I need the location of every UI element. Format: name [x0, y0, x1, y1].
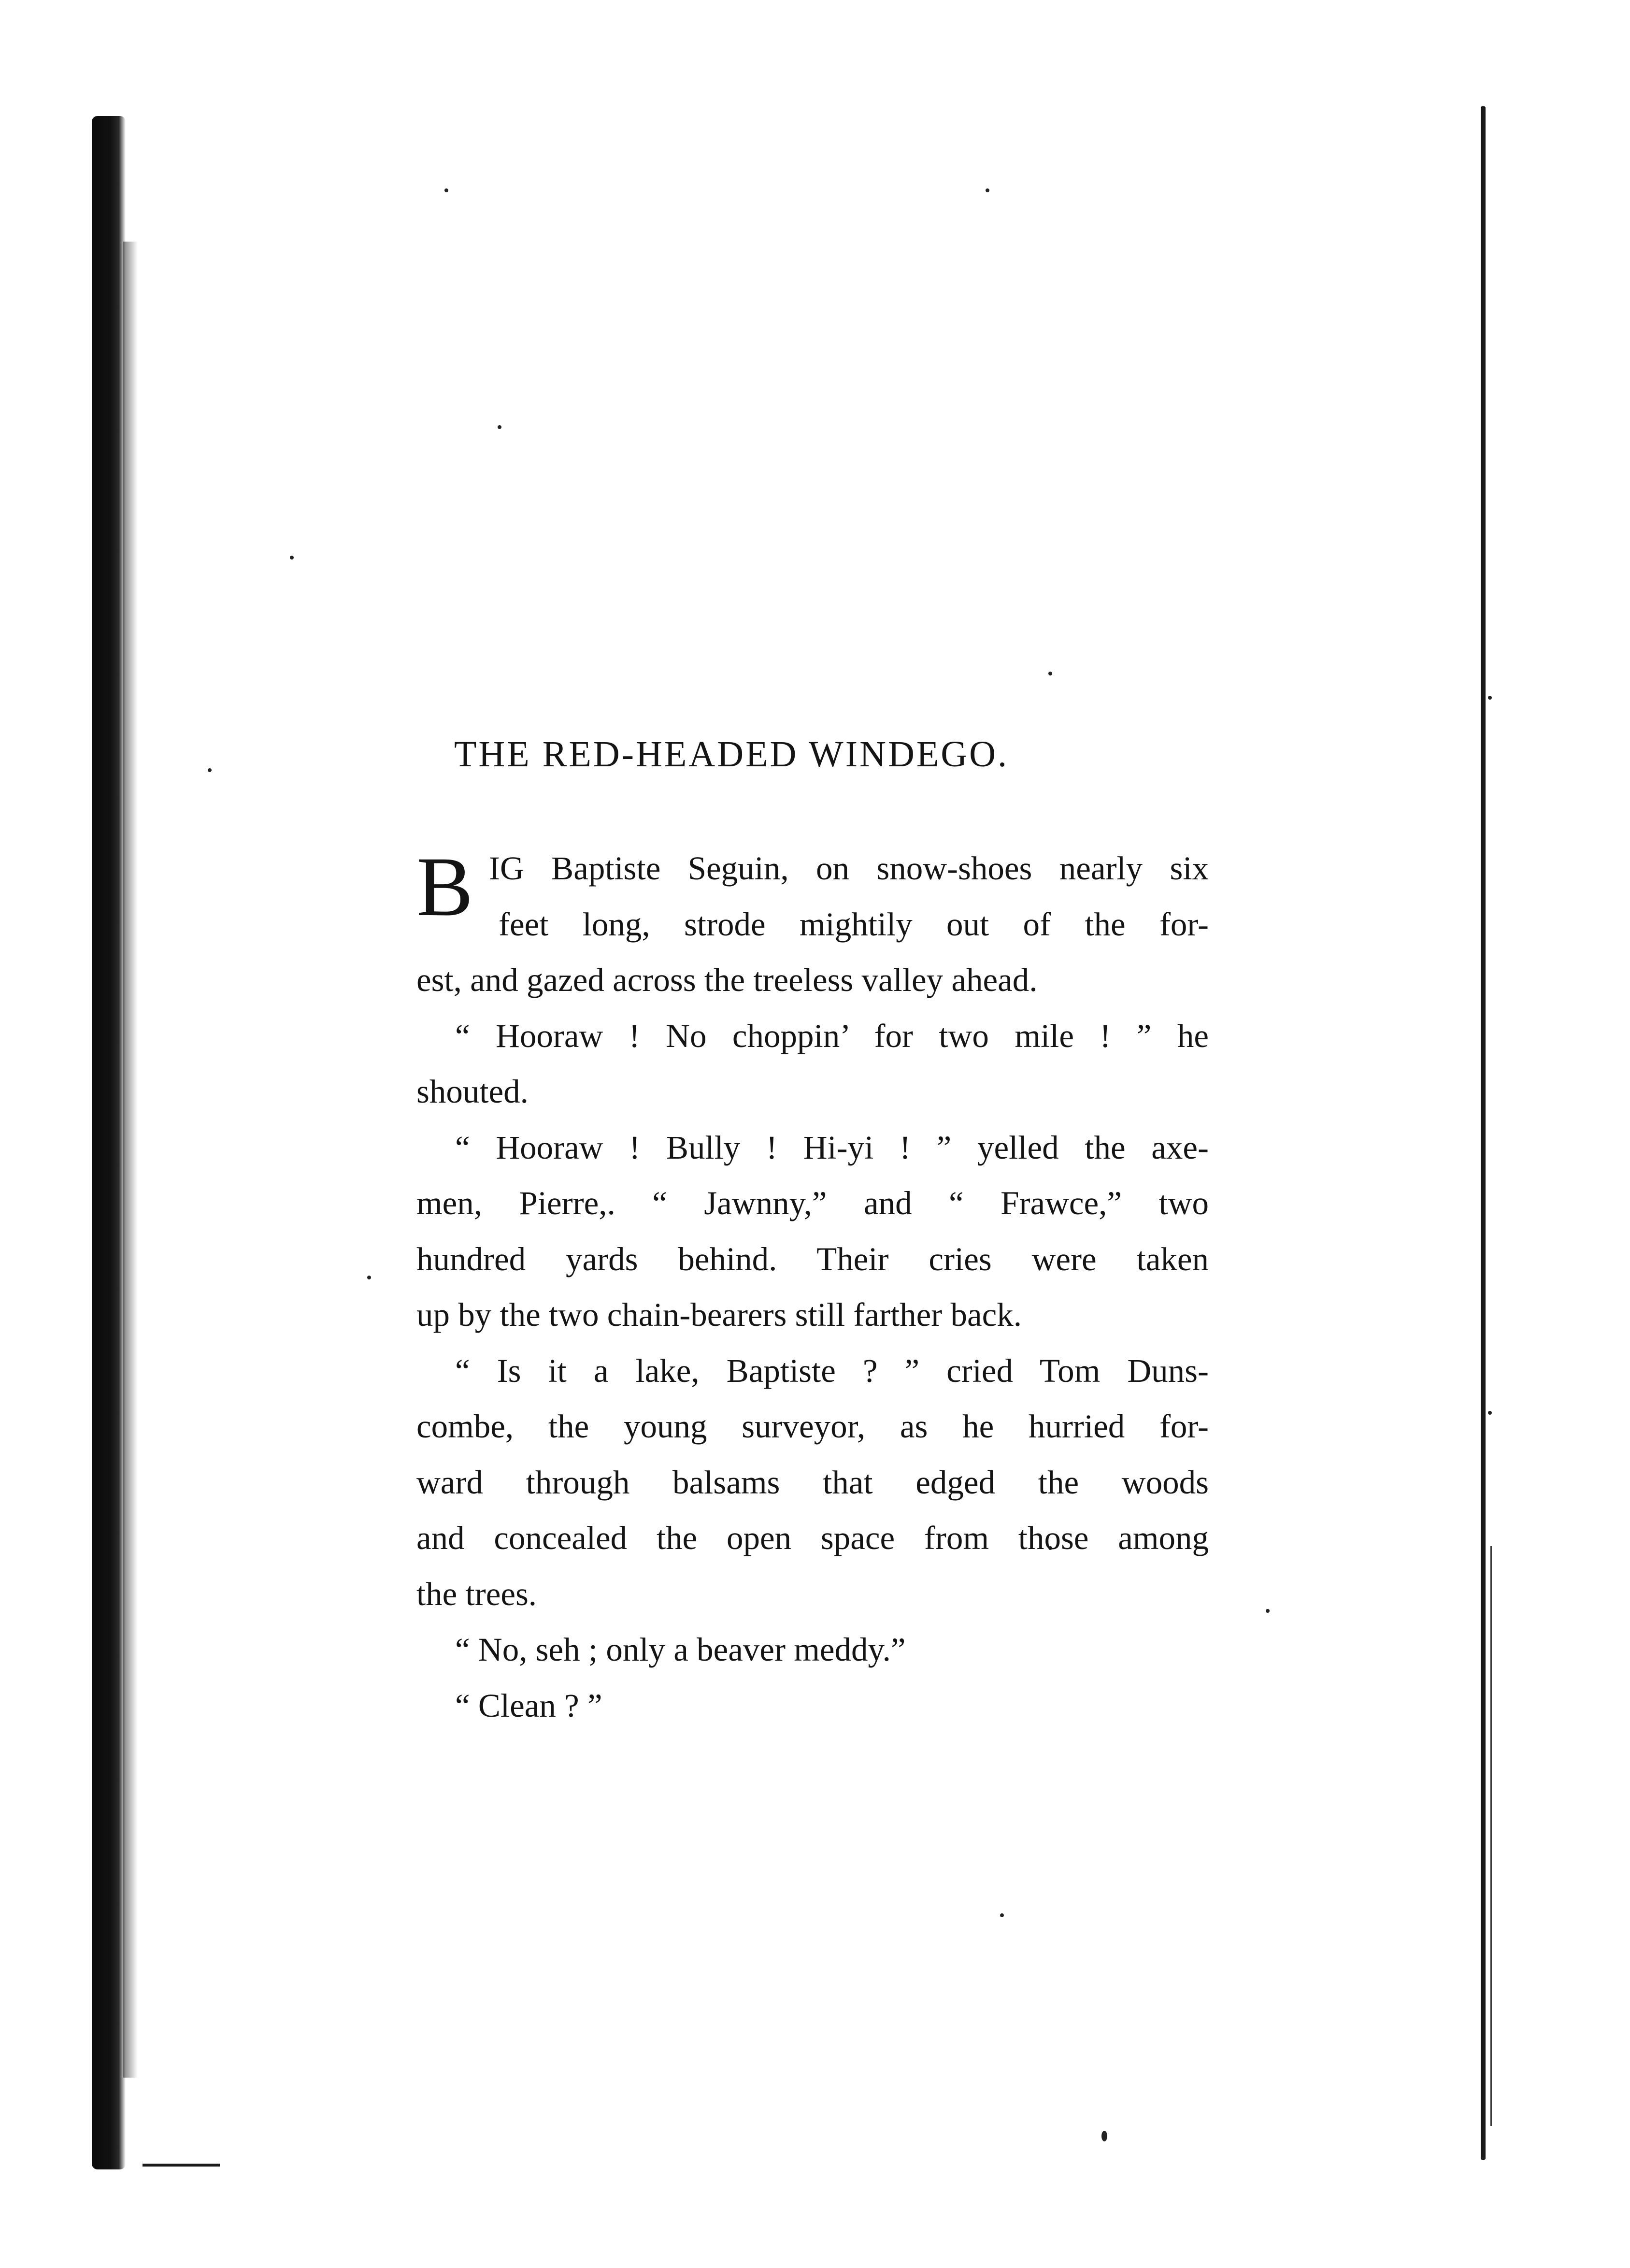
text-line: “ No, seh ; only a beaver meddy.”	[455, 1631, 906, 1668]
text-line: men, Pierre,. “ Jawnny,” and “ Frawce,” two	[416, 1185, 1209, 1221]
text-line: “ Clean ? ”	[455, 1687, 602, 1724]
text-line: “ Hooraw ! No choppin’ for two mile ! ” he	[455, 1017, 1209, 1054]
scan-speck	[367, 1276, 371, 1279]
scan-speck	[986, 188, 989, 192]
scan-speck	[498, 425, 501, 429]
text-line: ward through balsams that edged the woods	[416, 1464, 1209, 1501]
text-line: feet long, strode mightily out of the for-	[499, 905, 1209, 943]
text-line: “ Is it a lake, Baptiste ? ” cried Tom Duns-	[455, 1352, 1209, 1389]
chapter-title: THE RED-HEADED WINDEGO.	[454, 734, 1009, 775]
page-edge-right-thin	[1490, 1546, 1492, 2126]
text-line: and concealed the open space from those among	[416, 1520, 1209, 1556]
scan-speck	[1266, 1609, 1270, 1613]
text-line: hundred yards behind. Their cries were taken	[416, 1240, 1209, 1278]
scan-speck	[1101, 2131, 1107, 2141]
drop-cap: B	[416, 840, 473, 934]
text-line: the trees.	[416, 1575, 537, 1612]
scan-speck	[290, 556, 294, 560]
text-line: shouted.	[416, 1073, 529, 1110]
text-line: est, and gazed across the treeless valley ahead.	[416, 962, 1038, 998]
text-line: IG Baptiste Seguin, on snow-shoes nearly six	[489, 850, 1209, 887]
text-line: “ Hooraw ! Bully ! Hi-yi ! ” yelled the axe-	[455, 1129, 1209, 1166]
scan-speck	[1488, 696, 1492, 700]
scan-speck	[1488, 1411, 1492, 1415]
body-text	[416, 841, 1209, 1734]
binding-edge-foot	[143, 2164, 220, 2167]
scan-speck	[1000, 1913, 1004, 1917]
scan-speck	[444, 188, 448, 192]
scan-speck	[1048, 672, 1052, 675]
page-edge-right	[1481, 106, 1486, 2160]
text-line: combe, the young surveyor, as he hurried for-	[416, 1408, 1209, 1445]
binding-edge-left	[92, 116, 126, 2169]
text-line: up by the two chain-bearers still farther back.	[416, 1296, 1022, 1333]
binding-shadow	[123, 242, 138, 2078]
scan-speck	[208, 768, 212, 772]
